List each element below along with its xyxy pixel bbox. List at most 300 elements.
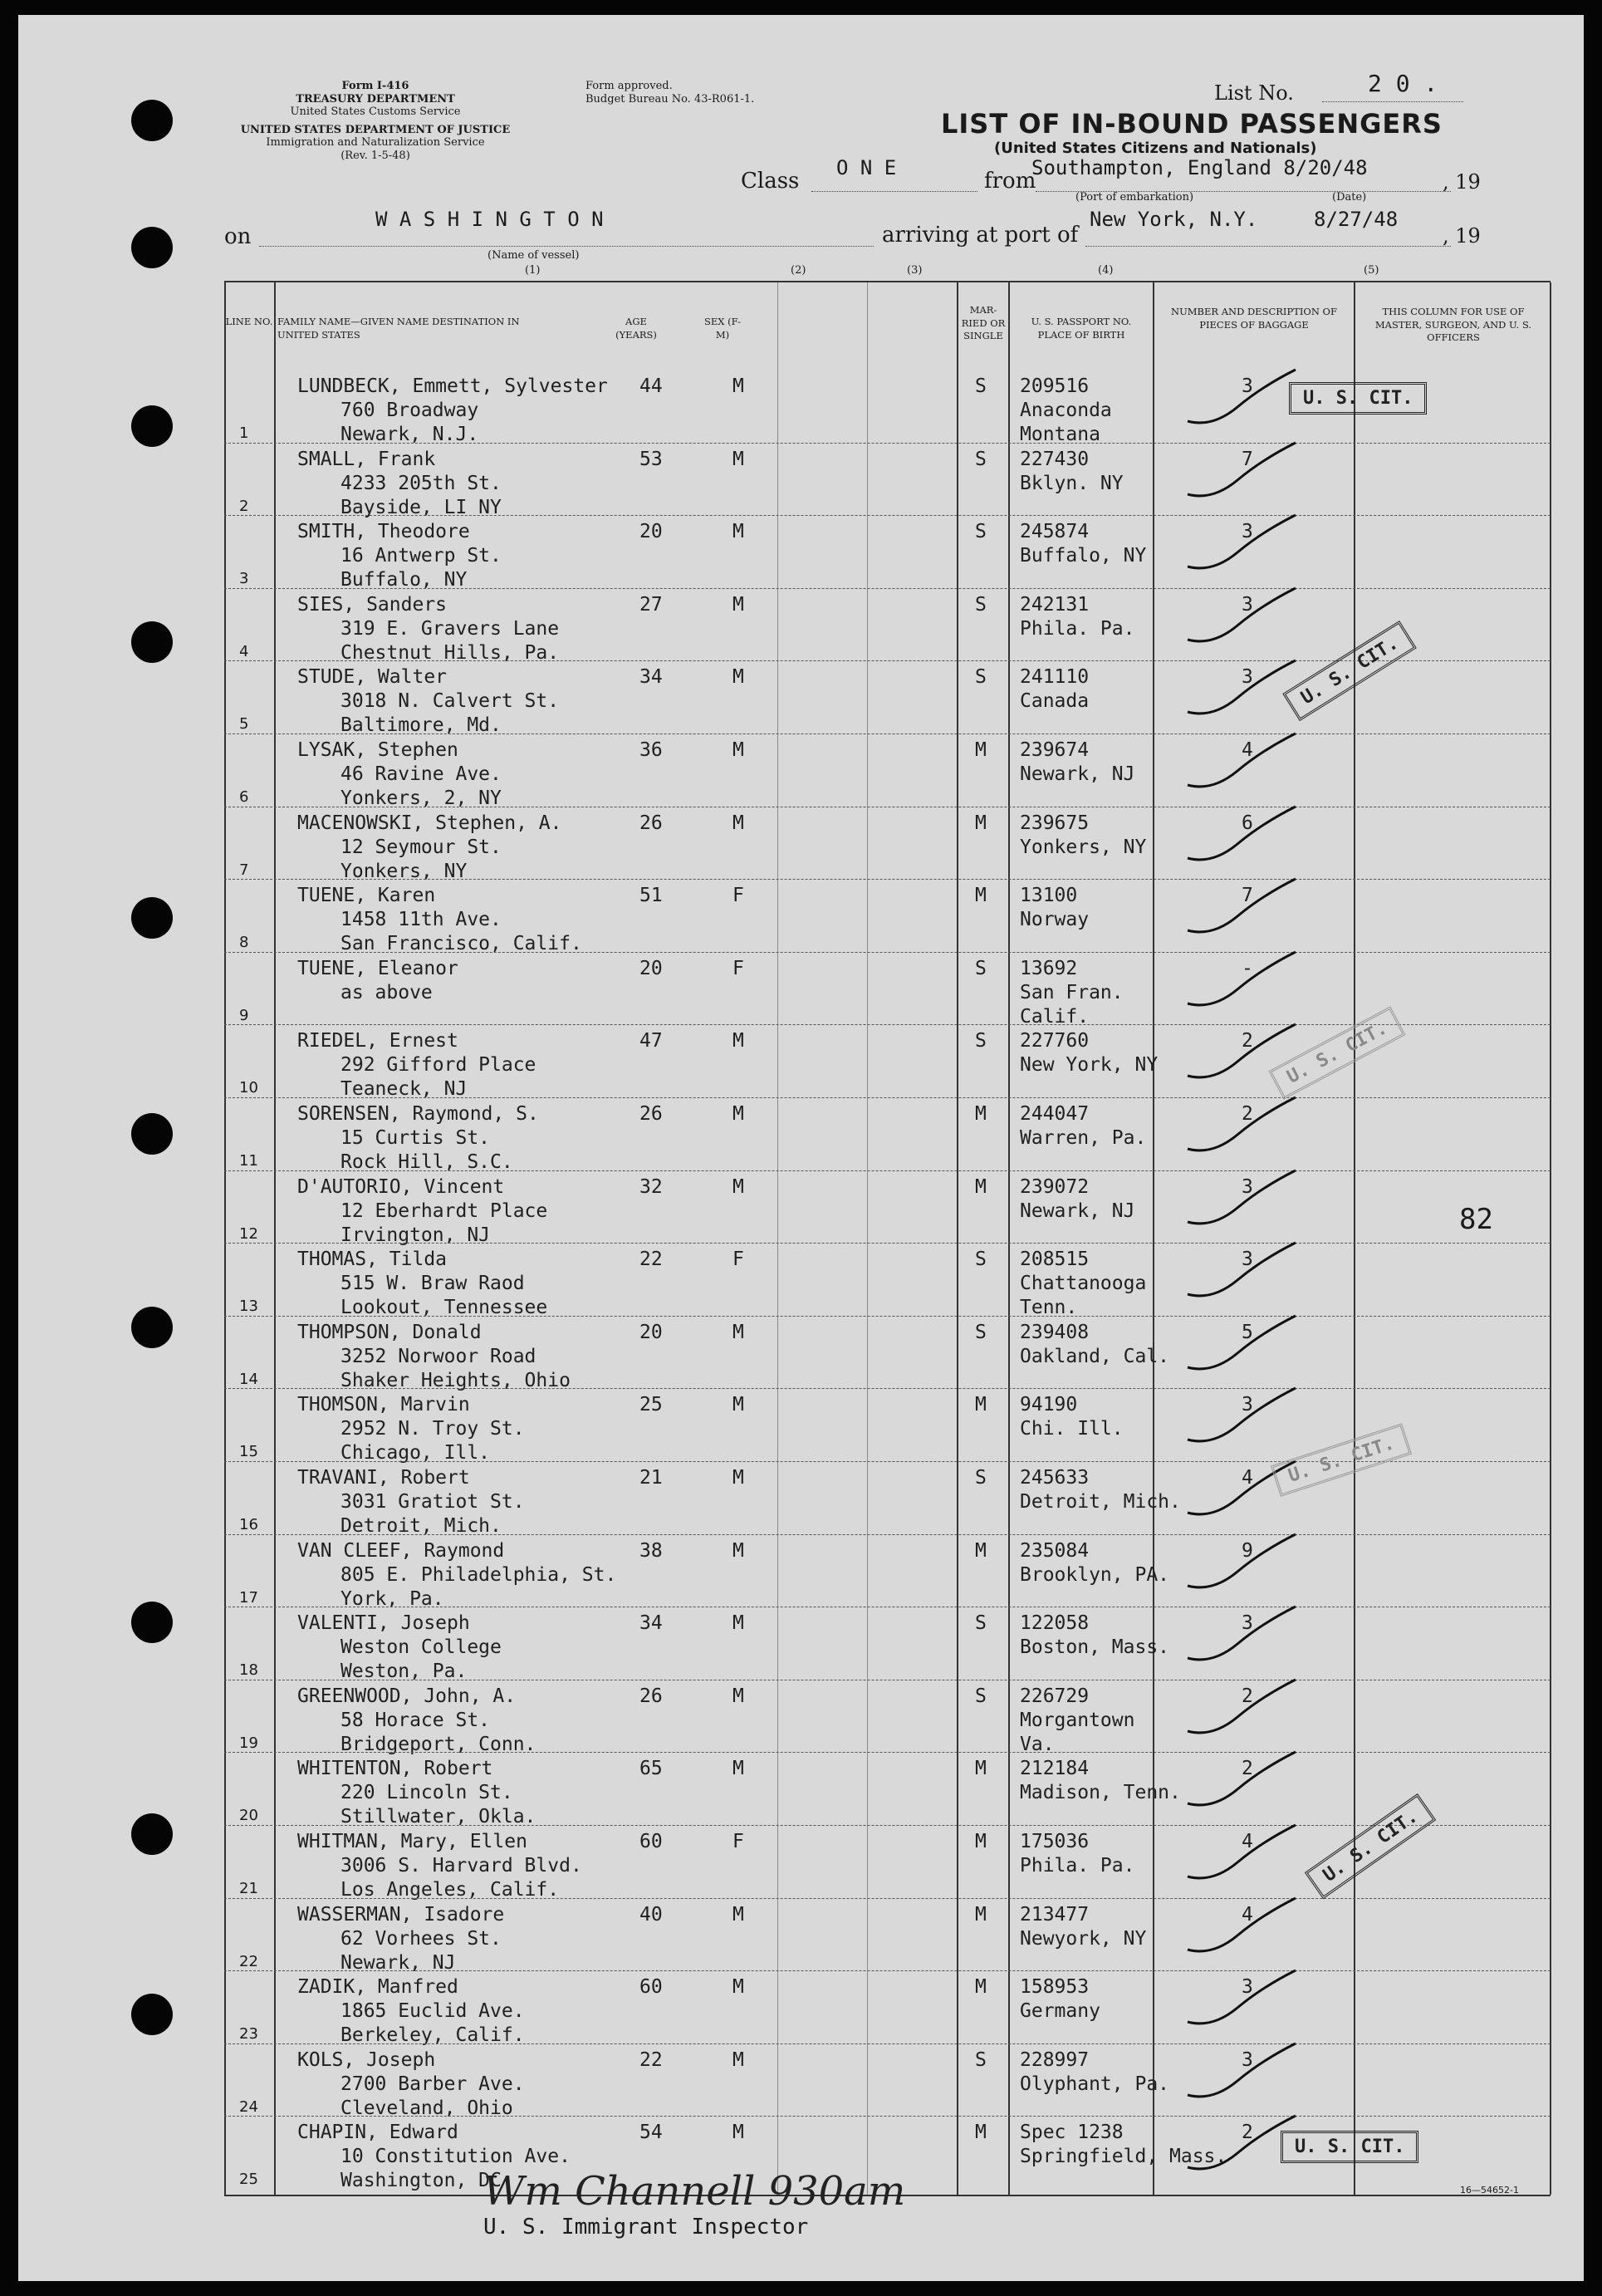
col-married: MAR-RIED OR SINGLE [961,304,1006,342]
line-number: 3 [239,570,249,588]
passenger-name: LYSAK, Stephen [297,739,458,761]
budget-bureau: Budget Bureau No. 43-R061-1. [585,92,755,105]
line-number: 19 [239,1734,258,1752]
baggage-count: 3 [1242,521,1253,543]
port-embark-label: (Port of embarkation) [1075,191,1194,204]
check-mark-icon [1188,879,1304,945]
marital-status: S [975,1612,987,1635]
address-line-2: Newark, NJ [340,1951,456,1974]
address-line-2: York, Pa. [340,1587,444,1610]
address-line-2: Detroit, Mich. [340,1515,502,1537]
place-of-birth: Oakland, Cal. [1020,1345,1170,1367]
passenger-name: LUNDBECK, Emmett, Sylvester [297,375,608,397]
address-line-1: 2952 N. Troy St. [340,1418,525,1440]
place-of-birth: Norway [1020,909,1090,931]
budget-approval [585,80,754,105]
age-value: 25 [639,1394,663,1416]
address-line-1: 1458 11th Ave. [340,909,502,931]
place-of-birth: Bklyn. NY [1020,472,1124,494]
baggage-count: 3 [1242,2048,1253,2071]
age-value: 51 [639,885,663,907]
col-officers: THIS COLUMN FOR USE OF MASTER, SURGEON, AND U. S. OFFICERS [1374,306,1532,344]
address-line-1: 3006 S. Harvard Blvd. [340,1855,582,1877]
place-of-birth: Chi. Ill. [1020,1418,1124,1440]
passport-number: 242131 [1020,593,1090,616]
passenger-name: WASSERMAN, Isadore [297,1903,505,1926]
sex-value: M [732,1758,744,1780]
us-cit-stamp: U. S. CIT. [1269,1006,1406,1100]
age-value: 20 [639,1321,663,1343]
marital-status: M [975,1175,987,1198]
address-line-2: San Francisco, Calif. [340,933,582,955]
age-value: 40 [639,1903,663,1926]
sex-value: M [732,666,744,689]
sex-value: M [732,375,744,397]
place-of-birth: San Fran. [1020,981,1124,1003]
punch-hole [131,897,173,939]
marital-status: S [975,1249,987,1271]
address-line-1: Weston College [340,1636,502,1659]
form-revision: (Rev. 1-5-48) [340,149,410,162]
age-value: 60 [639,1976,663,1999]
manifest-sheet [18,15,1584,2281]
line-number: 17 [239,1588,258,1607]
address-line-1: 319 E. Gravers Lane [340,617,560,640]
passenger-name: SORENSEN, Raymond, S. [297,1103,539,1125]
baggage-count: 3 [1242,666,1253,689]
col-num-2: (2) [791,264,806,277]
line-number: 23 [239,2025,258,2043]
passenger-name: SMITH, Theodore [297,521,470,543]
marital-status: S [975,1467,987,1489]
passport-number: 122058 [1020,1612,1090,1635]
line-number: 5 [239,715,249,733]
address-line-2: Teaneck, NJ [340,1078,468,1101]
year-suffix-1: , 19 [1443,170,1481,194]
line-number: 25 [239,2171,258,2189]
sex-value: M [732,2048,744,2071]
check-mark-icon [1188,2043,1304,2110]
table-row [224,1097,1551,1173]
age-value: 21 [639,1467,663,1489]
address-line-2: Washington, DC [340,2170,502,2192]
punch-hole [131,227,173,268]
us-cit-stamp: U. S. CIT. [1289,382,1427,415]
address-line-2: Yonkers, 2, NY [340,787,502,809]
place-of-birth: Buffalo, NY [1020,545,1147,567]
passport-number: 175036 [1020,1831,1090,1852]
place-of-birth: Anaconda [1020,400,1112,421]
place-of-birth: Phila. Pa. [1020,1855,1135,1877]
place-of-birth-2: Va. [1020,1733,1055,1755]
address-line-1: 62 Vorhees St. [340,1927,502,1950]
table-row [224,1898,1551,1974]
place-of-birth: Newark, NJ [1020,1200,1135,1222]
us-cit-stamp: U. S. CIT. [1282,621,1417,721]
age-value: 47 [639,1030,663,1052]
age-value: 27 [639,593,663,616]
form-approved: Form approved. [585,80,673,92]
col-name: FAMILY NAME—GIVEN NAME DESTINATION IN UNITED STATES [277,316,520,341]
marital-status: M [975,1103,987,1125]
address-line-1: 515 W. Braw Raod [340,1273,525,1295]
sex-value: F [732,1249,744,1271]
table-row [224,952,1551,1028]
table-row [224,879,1551,955]
line-number: 6 [239,788,249,806]
place-of-birth: Detroit, Mich. [1020,1491,1181,1513]
baggage-count: 2 [1242,1030,1253,1052]
address-line-1: 4233 205th St. [340,472,502,494]
col-num-5: (5) [1364,264,1379,277]
inspector-signature: Wm Channell 930am [483,2168,906,2215]
passenger-name: STUDE, Walter [297,666,448,689]
us-cit-stamp: U. S. CIT. [1271,1423,1412,1497]
page-title: LIST OF IN-BOUND PASSENGERS [941,108,1443,140]
baggage-count: 3 [1242,375,1253,397]
baggage-count: 4 [1242,1903,1253,1926]
address-line-2: Newark, N.J. [340,424,479,445]
passenger-name: CHAPIN, Edward [297,2122,458,2144]
address-line-2: Baltimore, Md. [340,714,502,737]
place-of-birth: Warren, Pa. [1020,1127,1147,1149]
address-line-1: 46 Ravine Ave. [340,763,502,785]
punch-hole [131,1994,173,2035]
age-value: 34 [639,666,663,689]
line-number: 13 [239,1298,258,1316]
sex-value: M [732,1467,744,1489]
baggage-count: 9 [1242,1539,1253,1562]
date-label: (Date) [1332,191,1367,204]
form-code: 16—54652-1 [1460,2185,1519,2195]
sex-value: M [732,1103,744,1125]
check-mark-icon [1188,807,1304,873]
justice-dept: UNITED STATES DEPARTMENT OF JUSTICE [240,123,511,136]
address-line-2: Chestnut Hills, Pa. [340,641,560,664]
line-number: 14 [239,1370,258,1388]
table-row [224,1243,1551,1319]
passenger-name: THOMSON, Marvin [297,1394,470,1416]
passenger-name: VALENTI, Joseph [297,1612,470,1635]
table-row [224,1534,1551,1610]
arriving-label: arriving at port of [882,223,1079,248]
inspector-title: U. S. Immigrant Inspector [483,2215,809,2240]
arrival-date: 8/27/48 [1314,208,1399,231]
check-mark-icon [1188,1680,1304,1746]
place-of-birth: Olyphant, Pa. [1020,2073,1170,2095]
age-value: 53 [639,448,663,470]
passport-number: 13100 [1020,885,1078,907]
col-sex: SEX (F-M) [704,316,741,341]
customs-service: United States Customs Service [290,105,461,119]
marital-status: M [975,739,987,761]
list-no-value: 2 0 . [1368,70,1438,97]
line-number: 18 [239,1661,258,1680]
baggage-count: 3 [1242,1612,1253,1635]
place-of-birth: Canada [1020,690,1090,713]
table-row [224,2043,1551,2117]
table-row [224,733,1551,807]
sex-value: M [732,1394,744,1416]
passenger-name: TUENE, Karen [297,885,436,907]
place-of-birth: Phila. Pa. [1020,617,1135,640]
col-baggage: NUMBER AND DESCRIPTION OF PIECES OF BAGGAGE [1171,306,1337,331]
sex-value: M [732,1030,744,1052]
passenger-name: RIEDEL, Ernest [297,1030,458,1052]
passenger-name: TUENE, Eleanor [297,957,458,979]
passenger-name: THOMPSON, Donald [297,1321,482,1343]
passport-number: 94190 [1020,1394,1078,1416]
marital-status: S [975,1321,987,1343]
passport-number: 213477 [1020,1903,1090,1926]
check-mark-icon [1188,1752,1304,1818]
sex-value: M [732,1903,744,1926]
address-line-1: 220 Lincoln St. [340,1782,513,1804]
passport-number: 245633 [1020,1467,1090,1489]
place-of-birth: Springfield, Mass. [1020,2146,1227,2168]
place-of-birth: Morgantown [1020,1709,1135,1731]
address-line-2: Los Angeles, Calif. [340,1879,560,1901]
sex-value: M [732,1976,744,1999]
marital-status: M [975,812,987,834]
sex-value: M [732,1175,744,1198]
passenger-name: VAN CLEEF, Raymond [297,1539,505,1562]
passport-number: 13692 [1020,957,1078,979]
passenger-name: WHITENTON, Robert [297,1758,493,1780]
passenger-name: MACENOWSKI, Stephen, A. [297,812,562,834]
line-number: 21 [239,1880,258,1897]
line-number: 22 [239,1952,258,1970]
line-number: 16 [239,1516,258,1533]
baggage-count: 3 [1242,1976,1253,1999]
check-mark-icon [1188,588,1304,655]
age-value: 20 [639,521,663,543]
passport-number: 208515 [1020,1249,1090,1271]
age-value: 60 [639,1831,663,1852]
age-value: 20 [639,957,663,979]
on-label: on [224,224,252,249]
line-number: 9 [239,1006,249,1024]
col-passport: U. S. PASSPORT NO. PLACE OF BIRTH [1031,316,1132,341]
marital-status: S [975,957,987,979]
from-value: Southampton, England 8/20/48 [1031,156,1368,179]
table-row [224,1680,1551,1753]
marital-status: M [975,1539,987,1562]
age-value: 34 [639,1612,663,1635]
list-no-label: List No. [1214,81,1294,105]
line-number: 4 [239,642,249,660]
marital-status: M [975,1831,987,1852]
baggage-count: 5 [1242,1321,1253,1343]
passenger-name: ZADIK, Manfred [297,1976,458,1999]
form-agency-header [218,80,533,163]
passport-number: Spec 1238 [1020,2122,1124,2144]
sex-value: M [732,739,744,761]
line-number: 20 [239,1807,258,1825]
passport-number: 212184 [1020,1758,1090,1780]
baggage-count: 2 [1242,1103,1253,1125]
address-line-2: Cleveland, Ohio [340,2097,513,2119]
check-mark-icon [1188,443,1304,509]
sex-value: M [732,448,744,470]
address-line-2: Lookout, Tennessee [340,1297,548,1319]
marital-status: S [975,521,987,543]
vessel-name: W A S H I N G T O N [375,208,604,231]
passenger-name: KOLS, Joseph [297,2048,436,2071]
age-value: 22 [639,1249,663,1271]
sex-value: F [732,1831,744,1852]
check-mark-icon [1188,1898,1304,1965]
year-suffix-2: , 19 [1443,224,1481,248]
passport-number: 235084 [1020,1539,1090,1562]
col-line-no: LINE NO. [225,316,273,327]
passport-number: 226729 [1020,1685,1090,1707]
punch-hole [131,621,173,663]
address-line-2: Stillwater, Okla. [340,1806,536,1828]
page-subtitle: (United States Citizens and Nationals) [994,140,1317,157]
treasury-dept: TREASURY DEPARTMENT [296,92,455,105]
punch-hole [131,1602,173,1643]
passport-number: 239674 [1020,739,1090,761]
punch-hole [131,1307,173,1348]
line-number: 24 [239,2097,258,2116]
check-mark-icon [1188,733,1304,800]
place-of-birth: Newyork, NY [1020,1927,1147,1950]
passenger-name: SIES, Sanders [297,593,448,616]
baggage-count: 4 [1242,1467,1253,1489]
passport-number: 227760 [1020,1030,1090,1052]
baggage-count: 2 [1242,1685,1253,1707]
passport-number: 241110 [1020,666,1090,689]
age-value: 26 [639,1103,663,1125]
check-mark-icon [1188,1970,1304,2037]
ins-service: Immigration and Naturalization Service [266,136,485,150]
passport-number: 228997 [1020,2048,1090,2071]
line-number: 10 [239,1079,258,1097]
place-of-birth: Newark, NJ [1020,763,1135,785]
address-line-1: as above [340,981,433,1003]
check-mark-icon [1188,1534,1304,1601]
address-line-2: Shaker Heights, Ohio [340,1369,571,1391]
place-of-birth-2: Calif. [1020,1005,1090,1028]
check-mark-icon [1188,1170,1304,1237]
arrival-port: New York, N.Y. [1090,208,1258,231]
table-row [224,1607,1551,1683]
address-line-2: Bridgeport, Conn. [340,1733,536,1755]
age-value: 26 [639,812,663,834]
from-label: from [984,169,1036,194]
passenger-name: SMALL, Frank [297,448,436,470]
marital-status: S [975,375,987,397]
age-value: 38 [639,1539,663,1562]
sex-value: M [732,1321,744,1343]
address-line-2: Weston, Pa. [340,1661,468,1683]
table-row [224,1970,1551,2047]
margin-note: 82 [1459,1203,1493,1236]
address-line-2: Berkeley, Calif. [340,2024,525,2047]
passport-number: 209516 [1020,375,1090,397]
marital-status: M [975,1976,987,1999]
line-number: 12 [239,1224,258,1243]
address-line-2: Bayside, LI NY [340,496,502,518]
passport-number: 227430 [1020,448,1090,470]
baggage-count: 3 [1242,1394,1253,1416]
check-mark-icon [1188,1607,1304,1673]
check-mark-icon [1188,1097,1304,1164]
passport-number: 239408 [1020,1321,1090,1343]
passport-number: 239675 [1020,812,1090,834]
check-mark-icon [1188,370,1304,436]
passenger-name: THOMAS, Tilda [297,1249,448,1271]
passenger-table [224,281,1551,2195]
punch-hole [131,405,173,447]
address-line-1: 58 Horace St. [340,1709,491,1731]
address-line-2: Buffalo, NY [340,569,468,591]
place-of-birth: Germany [1020,2000,1100,2023]
us-cit-stamp: U. S. CIT. [1305,1793,1437,1899]
marital-status: M [975,2122,987,2144]
baggage-count: 2 [1242,1758,1253,1780]
table-row [224,515,1551,591]
line-number: 2 [239,497,249,515]
baggage-count: 3 [1242,593,1253,616]
marital-status: M [975,885,987,907]
place-of-birth: Madison, Tenn. [1020,1782,1181,1804]
col-num-3: (3) [907,264,923,277]
address-line-2: Irvington, NJ [340,1224,491,1246]
sex-value: M [732,1612,744,1635]
line-number: 1 [239,424,249,442]
marital-status: S [975,1030,987,1052]
address-line-2: Chicago, Ill. [340,1442,491,1464]
age-value: 22 [639,2048,663,2071]
address-line-1: 2700 Barber Ave. [340,2073,525,2095]
passport-number: 158953 [1020,1976,1090,1999]
baggage-count: 3 [1242,1175,1253,1198]
age-value: 32 [639,1175,663,1198]
baggage-count: 3 [1242,1249,1253,1271]
class-label: Class [741,169,800,194]
line-number: 7 [239,861,249,879]
line-number: 15 [239,1443,258,1461]
address-line-1: 760 Broadway [340,400,479,421]
sex-value: M [732,812,744,834]
vessel-label: (Name of vessel) [487,249,580,262]
address-line-1: 3252 Norwoor Road [340,1345,536,1367]
marital-status: S [975,448,987,470]
passport-number: 244047 [1020,1103,1090,1125]
check-mark-icon [1188,515,1304,581]
check-mark-icon [1188,952,1304,1018]
sex-value: M [732,1685,744,1707]
address-line-2: Rock Hill, S.C. [340,1151,513,1173]
col-age: AGE (YEARS) [615,316,657,341]
form-number: Form I-416 [341,80,409,92]
address-line-1: 15 Curtis St. [340,1127,491,1149]
sex-value: F [732,957,744,979]
age-value: 36 [639,739,663,761]
baggage-count: 7 [1242,448,1253,470]
place-of-birth-2: Tenn. [1020,1297,1078,1319]
baggage-count: 4 [1242,739,1253,761]
table-row [224,807,1551,880]
address-line-1: 805 E. Philadelphia, St. [340,1563,617,1586]
sex-value: M [732,593,744,616]
table-row [224,1316,1551,1389]
age-value: 26 [639,1685,663,1707]
baggage-count: 6 [1242,812,1253,834]
place-of-birth: Chattanooga [1020,1273,1147,1295]
